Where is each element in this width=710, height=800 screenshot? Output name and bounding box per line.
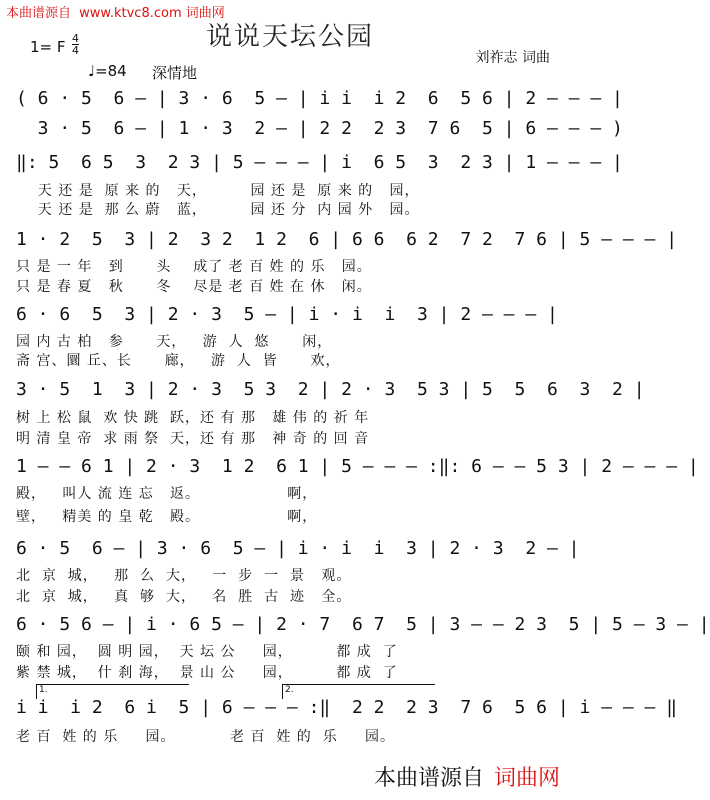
footer-source-label: 本曲谱源自	[373, 766, 484, 791]
lyric-line: 树 上 松 鼠 欢 快 跳 跃，还 有 那 雄 伟 的 祈 年	[16, 410, 370, 426]
notation-line: 6 · 5 6 — | 3 · 6 5 — | i · i i 3 | 2 · 3 2 — |	[16, 538, 580, 559]
notation-line: ( 6 · 5 6 — | 3 · 6 5 — | i i i 2 6 5 6 | 2 — — — |	[16, 88, 623, 109]
lyric-line: 园 内 古 柏 参 天， 游 人 悠 闲，	[16, 334, 333, 350]
notation-line: 3 · 5 1 3 | 2 · 3 5 3 2 | 2 · 3 5 3 | 5 5 6 3 2 |	[16, 379, 645, 400]
lyric-line: 天 还 是 那 么 蔚 蓝， 园 还 分 内 园 外 园。	[16, 202, 420, 218]
notation-line: 6 · 6 5 3 | 2 · 3 5 — | i · i i 3 | 2 — — — |	[16, 304, 558, 325]
lyric-line: 殿， 叫人 流 连 忘 返。 啊，	[16, 486, 318, 502]
lyric-line: 只 是 春 夏 秋 冬 尽是 老 百 姓 在 休 闲。	[16, 279, 372, 295]
lyric-line: 只 是 一 年 到 头 成了 老 百 姓 的 乐 园。	[16, 259, 372, 275]
key-signature: 1= F	[30, 38, 66, 56]
lyric-line: 壁， 精美 的 皇 乾 殿。 啊，	[16, 509, 318, 525]
footer-source	[374, 761, 560, 792]
lyric-line: 斋 宫、圜 丘、长 廊， 游 人 皆 欢，	[16, 353, 341, 369]
watermark-site: 词曲网	[185, 6, 225, 21]
volta-second: 2.	[282, 684, 435, 699]
notation-line: 1 — — 6 1 | 2 · 3 1 2 6 1 | 5 — — — :‖: 6 — — 5 3 | 2 — — — |	[16, 456, 699, 477]
notation-line: i i i 2 6 i 5 | 6 — — — :‖ 2 2 2 3 7 6 5 6 | i — — — ‖	[16, 697, 678, 718]
notation-line: 3 · 5 6 — | 1 · 3 2 — | 2 2 2 3 7 6 5 | 6 — — — )	[16, 118, 623, 139]
lyric-line: 北 京 城， 真 够 大， 名 胜 古 迹 全。	[16, 589, 352, 605]
notation-line: ‖: 5 6 5 3 2 3 | 5 — — — | i 6 5 3 2 3 | 1 — — — |	[16, 152, 623, 173]
lyric-line: 颐 和 园， 圆 明 园， 天 坛 公 园， 都 成 了	[16, 644, 398, 660]
tempo-marking: ♩=84	[88, 62, 127, 80]
lyric-line: 紫 禁 城， 什 刹 海， 景 山 公 园， 都 成 了	[16, 665, 398, 681]
lyric-line: 老 百 姓 的 乐 园。 老 百 姓 的 乐 园。	[16, 729, 395, 745]
footer-site: 词曲网	[493, 766, 560, 791]
notation-line: 1 · 2 5 3 | 2 3 2 1 2 6 | 6 6 6 2 7 2 7 6 | 5 — — — |	[16, 229, 678, 250]
watermark-label: 本曲谱源自	[6, 6, 72, 21]
time-signature	[72, 33, 79, 56]
song-title: 说说天坛公园	[205, 22, 374, 52]
notation-line: 6 · 5 6 — | i · 6 5 — | 2 · 7 6 7 5 | 3 — — 2 3 5 | 5 — 3 — |	[16, 614, 710, 635]
lyric-line: 天 还 是 原 来 的 天， 园 还 是 原 来 的 园，	[16, 183, 420, 199]
watermark-url[interactable]: www.ktvc8.com	[79, 6, 182, 21]
volta-first: 1.	[36, 684, 189, 699]
meter-top: 4	[72, 32, 79, 45]
meter-bottom: 4	[72, 44, 79, 57]
lyric-line: 北 京 城， 那 么 大， 一 步 一 景 观。	[16, 568, 352, 584]
expression-marking: 深情地	[152, 64, 198, 82]
lyric-line: 明 清 皇 帝 求 雨 祭 天，还 有 那 神 奇 的 回 音	[16, 431, 370, 447]
composer-credit: 刘祚志 词曲	[475, 50, 550, 66]
